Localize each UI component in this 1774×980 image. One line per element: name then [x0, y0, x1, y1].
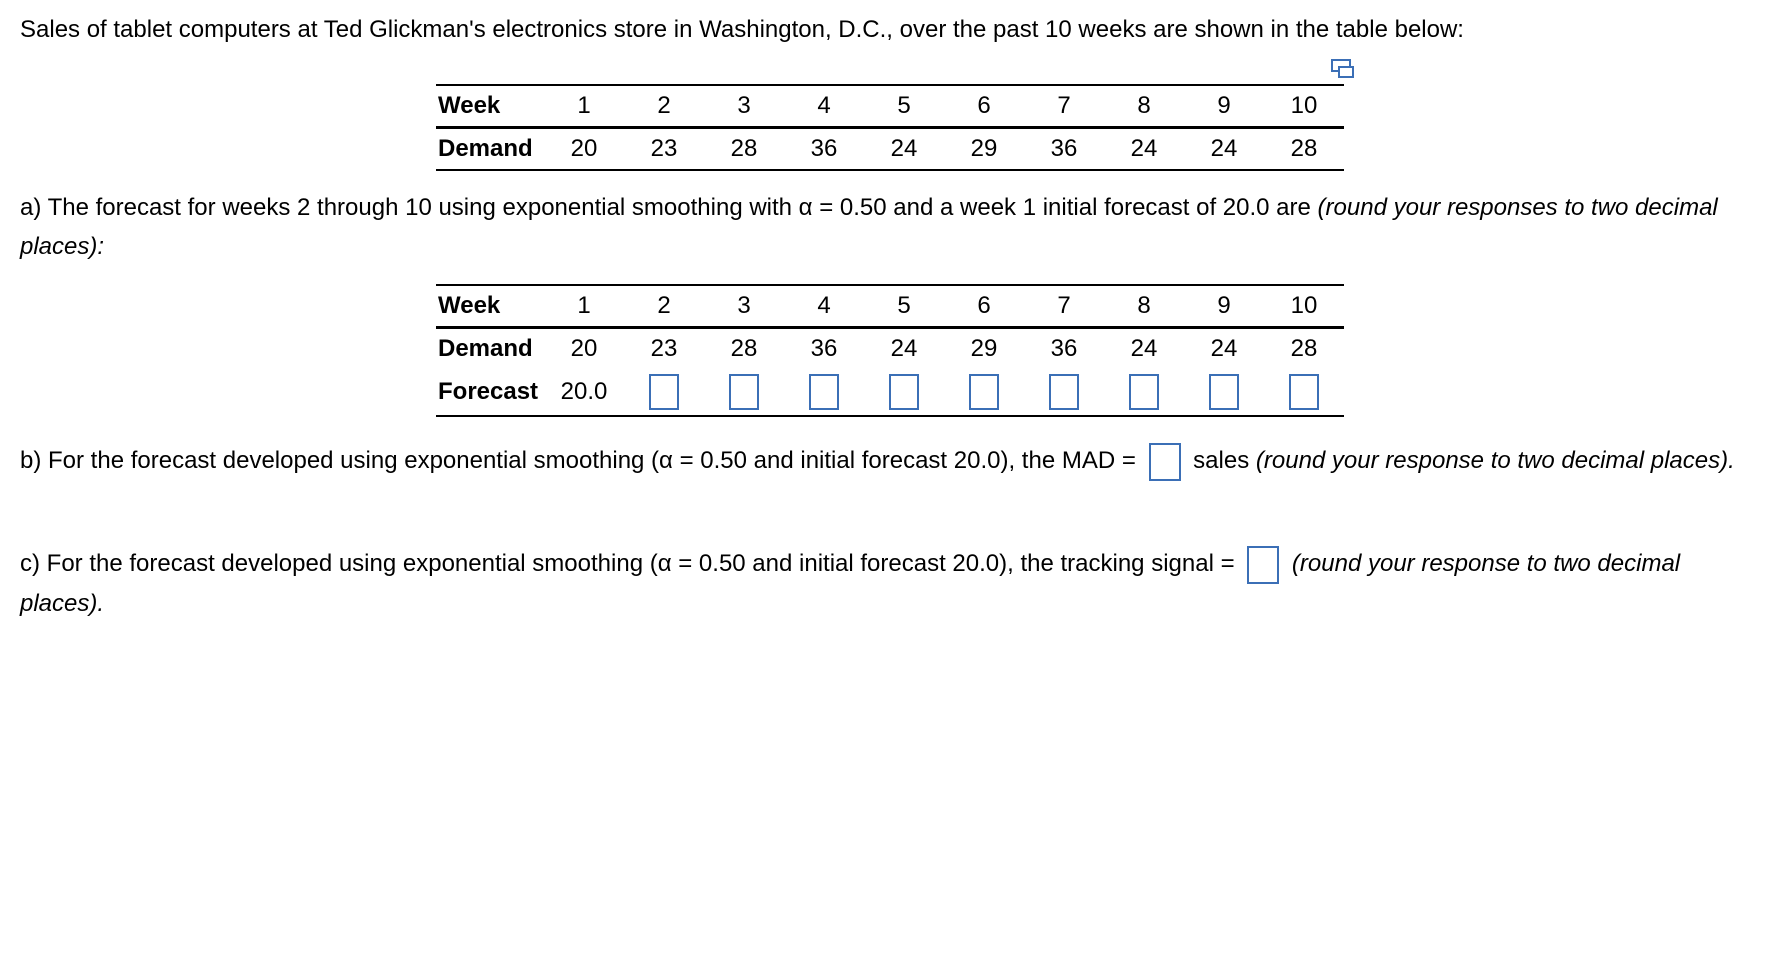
demand-cell: 28: [730, 335, 758, 362]
demand-cell: 24: [1210, 135, 1238, 162]
demand-cell: 29: [970, 135, 998, 162]
part-c-note: (round your response to two decimal places).: [20, 550, 1681, 617]
week-cell: 7: [1024, 285, 1104, 328]
demand-cell: 28: [1290, 135, 1318, 162]
demand-cell: 28: [730, 135, 758, 162]
demand-table: [436, 84, 1344, 171]
demand-cell: 36: [810, 135, 838, 162]
forecast-input-week-3[interactable]: [729, 374, 759, 410]
part-b-note: (round your response to two decimal places).: [1255, 447, 1735, 474]
demand-header: Demand: [438, 135, 533, 162]
demand-cell: 29: [970, 335, 998, 362]
week-cell: 9: [1184, 85, 1264, 128]
week-cell: 3: [704, 85, 784, 128]
demand-cell: 24: [1130, 135, 1158, 162]
copy-table-icon[interactable]: [1330, 58, 1356, 80]
demand-cell: 24: [1210, 335, 1238, 362]
part-a-text: a) The forecast for weeks 2 through 10 using exponential smoothing with α = 0.50 and a week 1 initial forecast of 20.0 are: [20, 194, 1318, 221]
demand-cell: 24: [890, 335, 918, 362]
demand-cell: 36: [1050, 335, 1078, 362]
week-cell: 9: [1184, 285, 1264, 328]
forecast-input-week-8[interactable]: [1129, 374, 1159, 410]
week-cell: 7: [1024, 85, 1104, 128]
part-c-text: c) For the forecast developed using exponential smoothing (α = 0.50 and initial forecast 20.0), the tracking signal =: [20, 550, 1242, 577]
tracking-signal-input[interactable]: [1247, 546, 1279, 584]
forecast-input-week-4[interactable]: [809, 374, 839, 410]
mad-input[interactable]: [1149, 443, 1181, 481]
forecast-input-week-9[interactable]: [1209, 374, 1239, 410]
week-cell: 10: [1264, 285, 1344, 328]
demand-header: Demand: [438, 335, 533, 362]
demand-cell: 23: [650, 335, 678, 362]
forecast-input-week-2[interactable]: [649, 374, 679, 410]
forecast-table: [436, 284, 1344, 417]
forecast-input-week-5[interactable]: [889, 374, 919, 410]
part-b-unit: sales: [1186, 447, 1256, 474]
part-a-note: (round your responses to two decimal places):: [20, 194, 1718, 260]
part-c-question: [20, 544, 1770, 623]
week-cell: 2: [624, 85, 704, 128]
demand-cell: 36: [1050, 135, 1078, 162]
week-cell: 1: [544, 285, 624, 328]
part-b-question: [20, 441, 1770, 481]
forecast-input-week-6[interactable]: [969, 374, 999, 410]
demand-cell: 20: [570, 335, 598, 362]
week-cell: 6: [944, 85, 1024, 128]
demand-cell: 24: [890, 135, 918, 162]
part-a-question: [20, 188, 1770, 266]
forecast-header: Forecast: [438, 378, 539, 405]
week-cell: 1: [544, 85, 624, 128]
week-cell: 8: [1104, 285, 1184, 328]
week-cell: 2: [624, 285, 704, 328]
forecast-input-week-10[interactable]: [1289, 374, 1319, 410]
intro-text: Sales of tablet computers at Ted Glickman's electronics store in Washington, D.C., over the past 10 weeks are shown in the table below:: [20, 16, 1464, 43]
demand-cell: 23: [650, 135, 678, 162]
part-b-text: b) For the forecast developed using exponential smoothing (α = 0.50 and initial forecast 20.0), the MAD =: [20, 447, 1143, 474]
week-cell: 3: [704, 285, 784, 328]
demand-cell: 36: [810, 335, 838, 362]
forecast-input-week-7[interactable]: [1049, 374, 1079, 410]
forecast-week1-value: 20.0: [560, 378, 608, 405]
week-cell: 5: [864, 85, 944, 128]
week-header: Week: [436, 285, 544, 328]
demand-cell: 20: [570, 135, 598, 162]
week-header: Week: [436, 85, 544, 128]
week-cell: 8: [1104, 85, 1184, 128]
week-cell: 4: [784, 85, 864, 128]
week-cell: 6: [944, 285, 1024, 328]
demand-cell: 28: [1290, 335, 1318, 362]
demand-cell: 24: [1130, 335, 1158, 362]
week-cell: 10: [1264, 85, 1344, 128]
week-cell: 5: [864, 285, 944, 328]
week-cell: 4: [784, 285, 864, 328]
